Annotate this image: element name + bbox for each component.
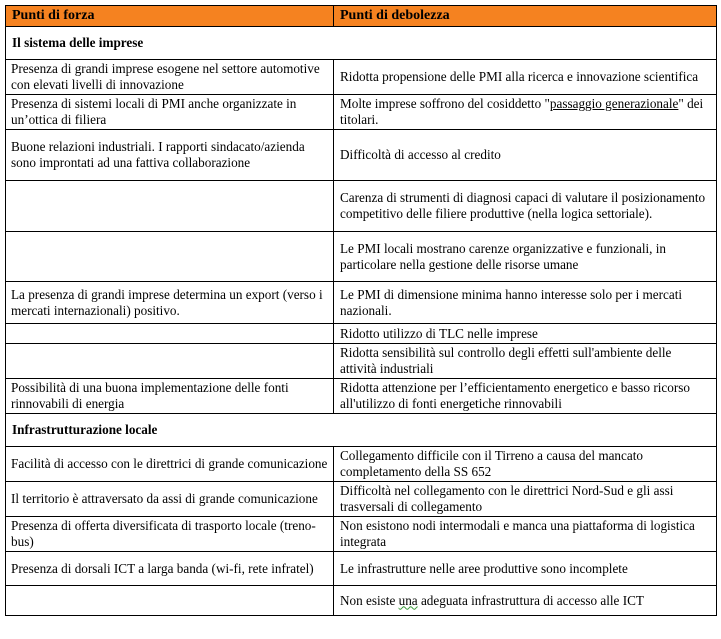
section-row xyxy=(6,414,717,447)
table-row xyxy=(6,517,717,552)
spellcheck-flagged-word: una xyxy=(398,592,418,608)
weakness-text: Non esiste xyxy=(340,592,399,608)
weakness-cell xyxy=(334,586,717,616)
strength-cell: La presenza di grandi imprese determina un export (verso i mercati internazionali) positivo. xyxy=(6,282,334,324)
weakness-cell: Le PMI locali mostrano carenze organizzative e funzionali, in particolare nella gestione delle risorse umane xyxy=(334,232,717,282)
weakness-cell: Collegamento difficile con il Tirreno a causa del mancato completamento della SS 652 xyxy=(334,447,717,482)
weakness-cell: Ridotto utilizzo di TLC nelle imprese xyxy=(334,324,717,344)
swot-table xyxy=(5,5,717,616)
strength-cell: Presenza di grandi imprese esogene nel settore automotive con elevati livelli di innovazione xyxy=(6,60,334,95)
table-row xyxy=(6,447,717,482)
table-row xyxy=(6,586,717,616)
weakness-underlined-term: passaggio generazionale xyxy=(549,96,679,111)
weakness-text: " dei titolari. xyxy=(340,96,704,127)
table-row xyxy=(6,482,717,517)
weakness-cell: Difficoltà di accesso al credito xyxy=(334,130,717,181)
header-row xyxy=(6,6,717,27)
table-row xyxy=(6,324,717,344)
weakness-cell: Difficoltà nel collegamento con le direttrici Nord-Sud e gli assi trasversali di collegamento xyxy=(334,482,717,517)
weakness-cell: Ridotta attenzione per l’efficientamento energetico e basso ricorso all'utilizzo di fonti energetiche rinnovabili xyxy=(334,379,717,414)
section-row xyxy=(6,27,717,60)
table-row xyxy=(6,379,717,414)
strength-cell: Presenza di sistemi locali di PMI anche organizzate in un’ottica di filiera xyxy=(6,95,334,130)
strength-cell: Possibilità di una buona implementazione delle fonti rinnovabili di energia xyxy=(6,379,334,414)
weakness-cell: Carenza di strumenti di diagnosi capaci di valutare il posizionamento competitivo delle filiere produttive (nella logica settoriale). xyxy=(334,181,717,232)
weakness-cell xyxy=(334,95,717,130)
section-title-imprese: Il sistema delle imprese xyxy=(6,27,717,60)
strength-cell: Presenza di dorsali ICT a larga banda (wi-fi, rete infratel) xyxy=(6,552,334,586)
weakness-cell: Non esistono nodi intermodali e manca una piattaforma di logistica integrata xyxy=(334,517,717,552)
weakness-cell: Le PMI di dimensione minima hanno interesse solo per i mercati nazionali. xyxy=(334,282,717,324)
strength-cell xyxy=(6,586,334,616)
table-row xyxy=(6,60,717,95)
weakness-cell: Le infrastrutture nelle aree produttive sono incomplete xyxy=(334,552,717,586)
strength-cell: Presenza di offerta diversificata di trasporto locale (treno-bus) xyxy=(6,517,334,552)
table-row xyxy=(6,130,717,181)
strength-cell xyxy=(6,181,334,232)
section-title-infrastrutture: Infrastrutturazione locale xyxy=(6,414,717,447)
strength-cell xyxy=(6,344,334,379)
strength-cell: Buone relazioni industriali. I rapporti sindacato/azienda sono improntati ad una fattiva collaborazione xyxy=(6,130,334,181)
weakness-cell: Ridotta propensione delle PMI alla ricerca e innovazione scientifica xyxy=(334,60,717,95)
table-row xyxy=(6,344,717,379)
strength-cell xyxy=(6,232,334,282)
table-row xyxy=(6,95,717,130)
strengths-header: Punti di forza xyxy=(6,6,334,27)
weakness-text: Molte imprese soffrono del cosiddetto " xyxy=(340,96,550,111)
weakness-cell: Ridotta sensibilità sul controllo degli effetti sull'ambiente delle attività industriali xyxy=(334,344,717,379)
table-row xyxy=(6,232,717,282)
table-row xyxy=(6,181,717,232)
strength-cell xyxy=(6,324,334,344)
table-row xyxy=(6,282,717,324)
table-row xyxy=(6,552,717,586)
strength-cell: Il territorio è attraversato da assi di grande comunicazione xyxy=(6,482,334,517)
strength-cell: Facilità di accesso con le direttrici di grande comunicazione xyxy=(6,447,334,482)
weaknesses-header: Punti di debolezza xyxy=(334,6,717,27)
weakness-text: adeguata infrastruttura di accesso alle ICT xyxy=(417,592,644,608)
